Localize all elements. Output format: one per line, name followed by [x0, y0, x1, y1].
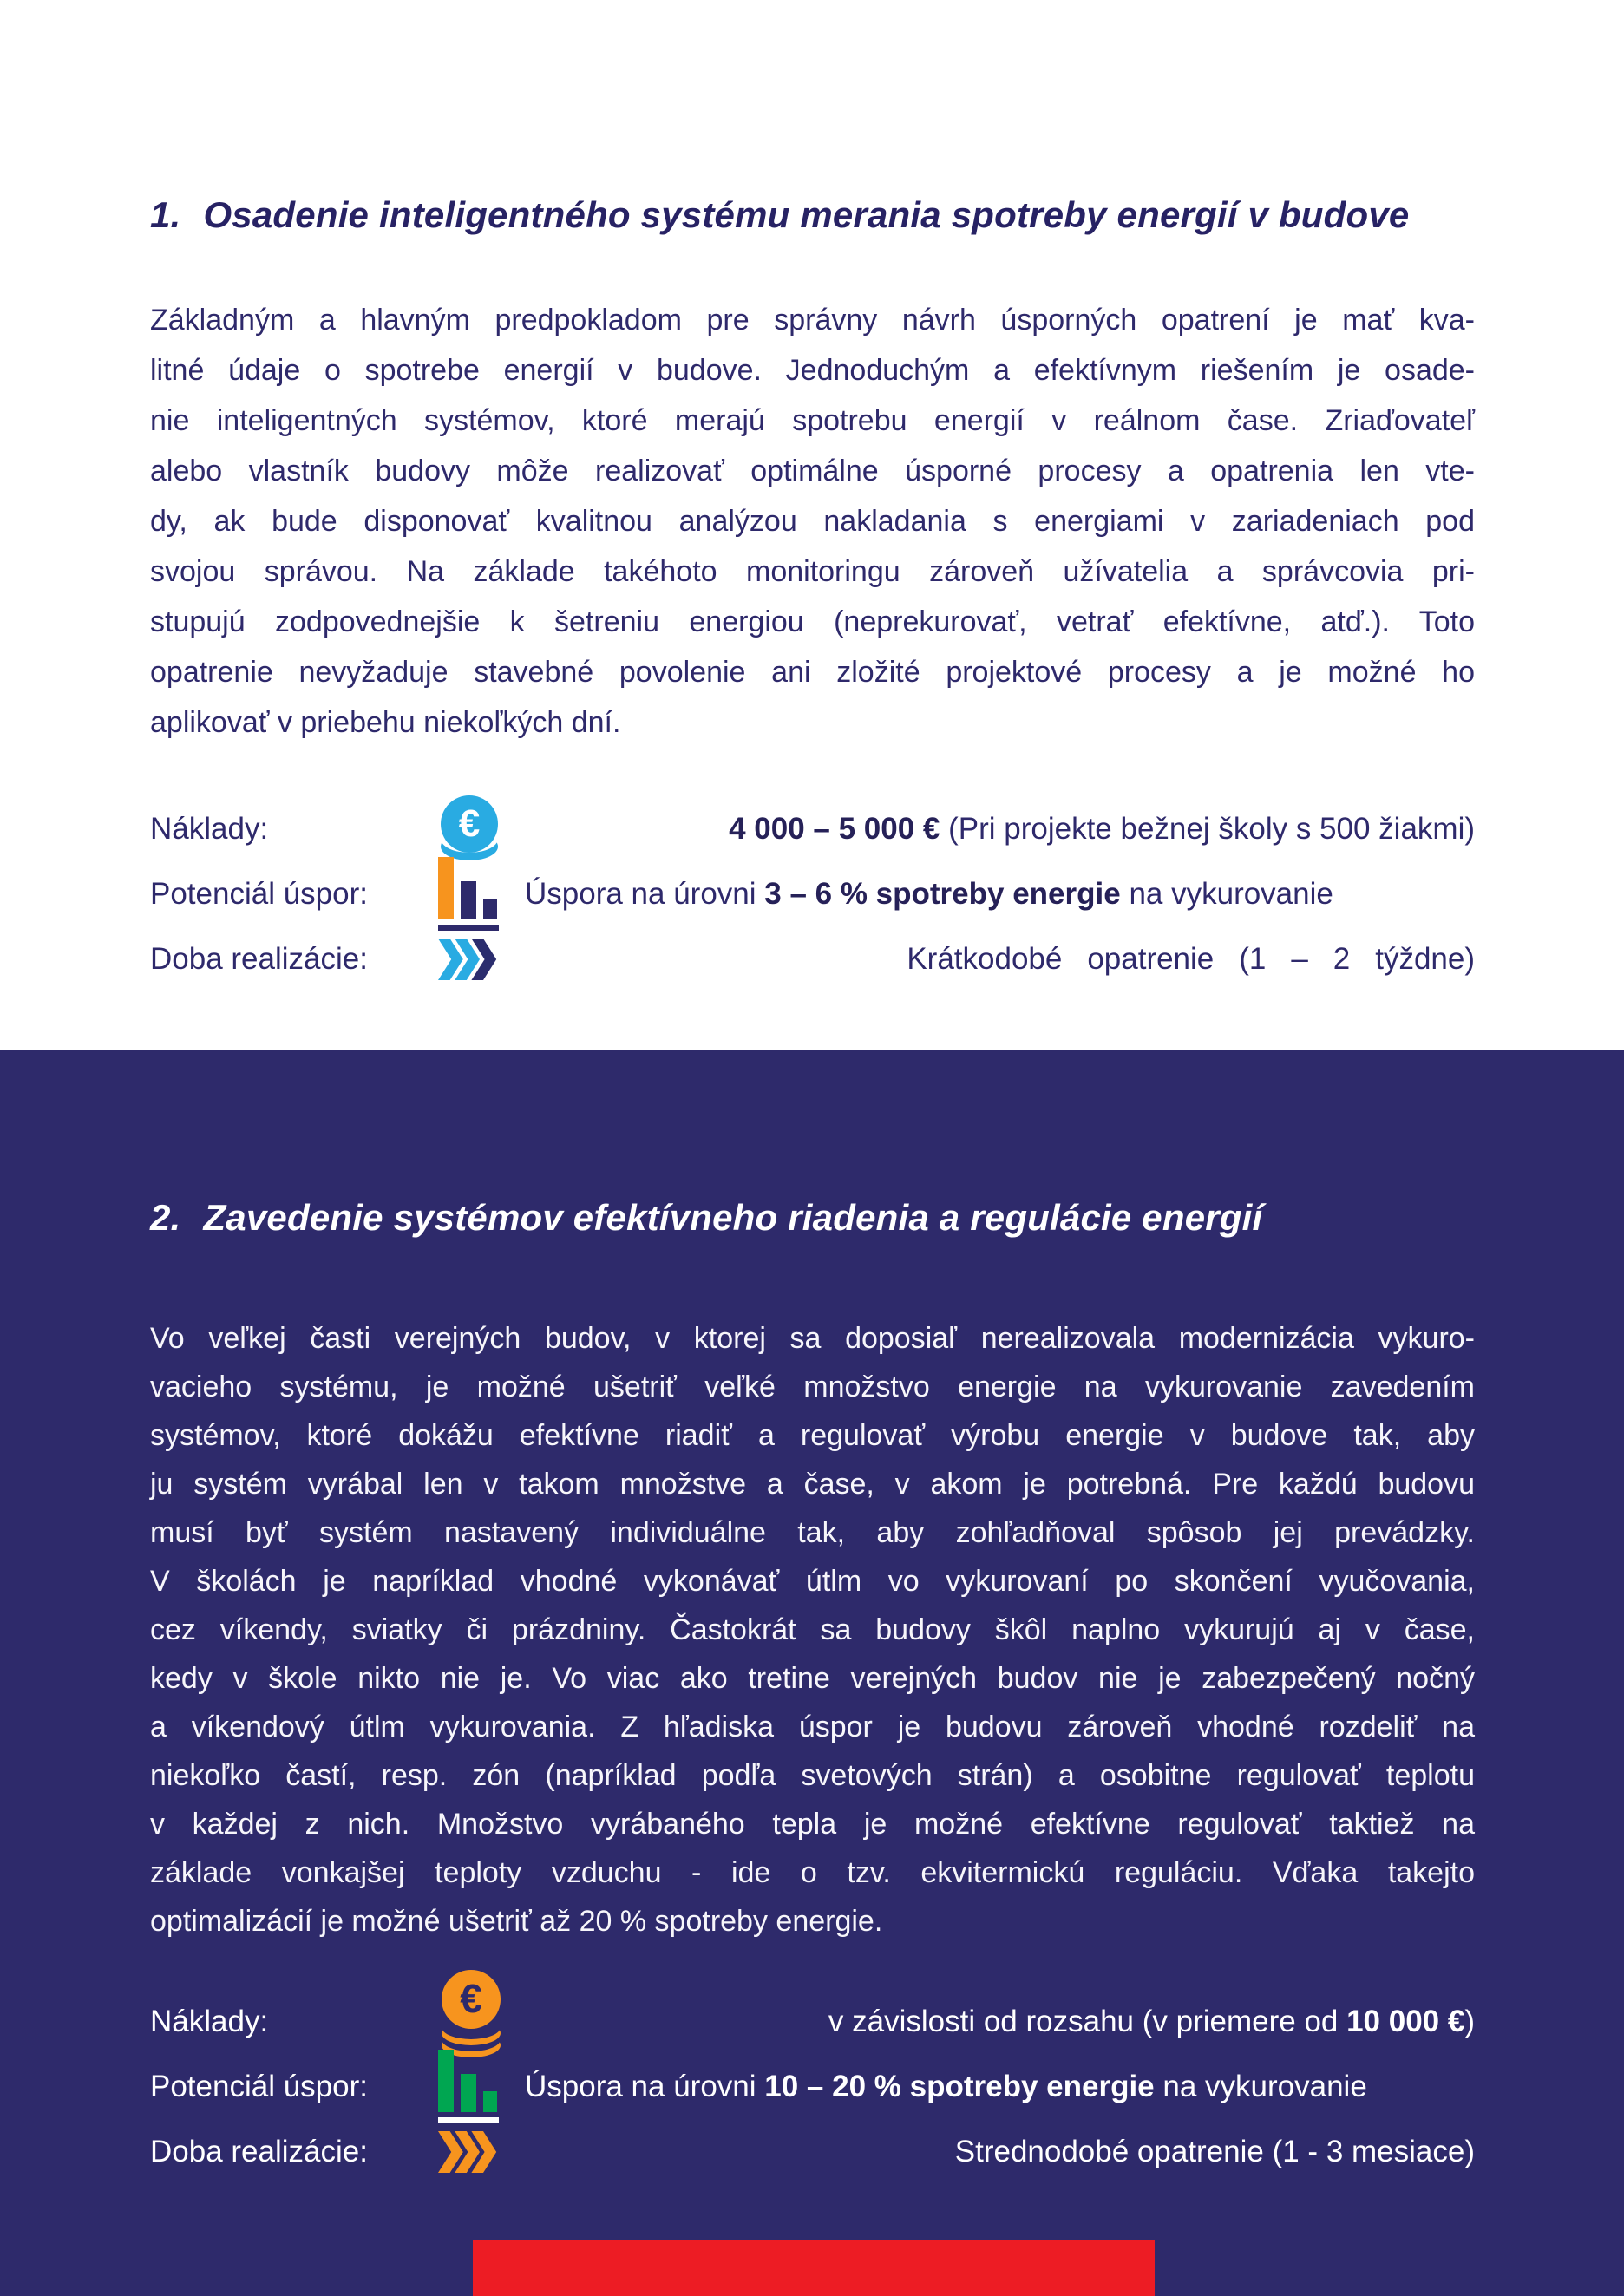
- duration-value: Strednodobé opatrenie (1 - 3 mesiace): [954, 2134, 1475, 2168]
- paragraph-line: optimalizácií je možné ušetriť až 20 % spotreby energie.: [150, 1905, 883, 1938]
- cost-value: [513, 812, 1475, 847]
- duration-row: [150, 926, 1475, 991]
- paragraph-line: základe vonkajšej teploty vzduchu - ide o tzv. ekvitermickú reguláciu. Vďaka takejto: [150, 1856, 1475, 1889]
- paragraph-line: alebo vlastník budovy môže realizovať optimálne úsporné procesy a opatrenia len vte-: [150, 455, 1475, 487]
- paragraph-line: opatrenie nevyžaduje stavebné povolenie ani zložité projektové procesy a je možné ho: [150, 656, 1475, 689]
- paragraph-line: V školách je napríklad vhodné vykonávať útlm vo vykurovaní po skončení vyučovania,: [150, 1565, 1475, 1598]
- section-1-paragraph: [150, 295, 1475, 748]
- savings-value-pre: Úspora na úrovni: [525, 876, 765, 911]
- paragraph-line: aplikovať v priebehu niekoľkých dní.: [150, 706, 621, 739]
- section-2-title: Zavedenie systémov efektívneho riadenia a regulácie energií: [203, 1197, 1263, 1238]
- cost-value-note: (Pri projekte bežnej školy s 500 žiakmi): [940, 811, 1475, 846]
- paragraph-line: musí byť systém nastavený individuálne tak, aby zohľadňoval spôsob jej prevádzky.: [150, 1516, 1475, 1549]
- cost-label: Náklady:: [150, 2004, 269, 2038]
- duration-value: Krátkodobé opatrenie (1 – 2 týždne): [907, 941, 1475, 976]
- paragraph-line: systémov, ktoré dokážu efektívne riadiť a regulovať výrobu energie v budove tak, aby: [150, 1419, 1475, 1452]
- paragraph-line: v každej z nich. Množstvo vyrábaného tepla je možné efektívne regulovať taktiež na: [150, 1808, 1475, 1841]
- euro-coin-icon: [438, 795, 513, 863]
- cost-value-amount: 4 000 – 5 000 €: [729, 811, 940, 846]
- paragraph-line: kedy v škole nikto nie je. Vo viac ako tretine verejných budov nie je zabezpečený nočný: [150, 1662, 1475, 1695]
- cost-value: [513, 2005, 1475, 2039]
- cost-row: [150, 796, 1475, 861]
- cost-label: Náklady:: [150, 811, 269, 846]
- section-1-info-rows: [150, 796, 1475, 991]
- cost-value-post: ): [1464, 2004, 1475, 2038]
- footer-red-bar: [473, 2240, 1155, 2296]
- paragraph-line: dy, ak bude disponovať kvalitnou analýzou nakladania s energiami v zariadeniach pod: [150, 505, 1475, 538]
- savings-value-amount: 10 – 20 % spotreby energie: [764, 2069, 1155, 2103]
- section-1-number: 1.: [150, 194, 181, 235]
- paragraph-line: cez víkendy, sviatky či prázdniny. Častokrát sa budovy škôl naplno vykurujú aj v čase,: [150, 1613, 1475, 1646]
- paragraph-line: nie inteligentných systémov, ktoré merajú spotrebu energií v reálnom čase. Zriaďovateľ: [150, 404, 1475, 437]
- savings-value-post: na vykurovanie: [1154, 2069, 1367, 2103]
- duration-row: [150, 2119, 1475, 2184]
- svg-text:€: €: [460, 1975, 482, 2021]
- savings-value: [513, 877, 1475, 912]
- paragraph-line: Základným a hlavným predpokladom pre správny návrh úsporných opatrení je mať kva-: [150, 304, 1475, 337]
- section-2-info-rows: [150, 1975, 1475, 2184]
- savings-value-amount: 3 – 6 % spotreby energie: [764, 876, 1121, 911]
- section-measure-2: [0, 1050, 1624, 2296]
- duration-label: Doba realizácie:: [150, 941, 368, 976]
- section-1-title: Osadenie inteligentného systému merania spotreby energií v budove: [203, 194, 1410, 235]
- paragraph-line: stupujú zodpovednejšie k šetreniu energiou (neprekurovať, vetrať efektívne, atď.). Toto: [150, 605, 1475, 638]
- triple-chevron-icon: [438, 2126, 513, 2178]
- section-2-number: 2.: [150, 1197, 181, 1238]
- section-1-heading: [150, 193, 1475, 239]
- paragraph-line: Vo veľkej časti verejných budov, v ktorej sa doposiaľ nerealizovala modernizácia vykuro-: [150, 1322, 1475, 1355]
- svg-text:€: €: [458, 801, 481, 845]
- savings-value-pre: Úspora na úrovni: [525, 2069, 765, 2103]
- paragraph-line: litné údaje o spotrebe energií v budove. Jednoduchým a efektívnym riešením je osade-: [150, 354, 1475, 387]
- paragraph-line: ju systém vyrábal len v takom množstve a čase, v akom je potrebná. Pre každú budovu: [150, 1468, 1475, 1501]
- cost-row: [150, 1975, 1475, 2054]
- savings-label: Potenciál úspor:: [150, 2069, 368, 2103]
- savings-value: [513, 2070, 1475, 2104]
- paragraph-line: niekoľko častí, resp. zón (napríklad podľa svetových strán) a osobitne regulovať teplotu: [150, 1759, 1475, 1792]
- paragraph-line: a víkendový útlm vykurovania. Z hľadiska úspor je budovu zároveň vhodné rozdeliť na: [150, 1711, 1475, 1743]
- duration-label: Doba realizácie:: [150, 2134, 368, 2168]
- paragraph-line: vacieho systému, je možné ušetriť veľké množstvo energie na vykurovanie zavedením: [150, 1370, 1475, 1403]
- savings-value-post: na vykurovanie: [1120, 876, 1333, 911]
- savings-row: [150, 2054, 1475, 2119]
- section-2-heading: [150, 1195, 1475, 1241]
- cost-value-amount: 10 000 €: [1346, 2004, 1465, 2038]
- euro-coins-stack-icon: [438, 1970, 513, 2058]
- bar-chart-icon: [438, 2050, 513, 2124]
- triple-chevron-icon: [438, 933, 513, 985]
- paragraph-line: svojou správou. Na základe takéhoto monitoringu zároveň užívatelia a správcovia pri-: [150, 555, 1475, 588]
- bar-chart-icon: [438, 857, 513, 932]
- cost-value-pre: v závislosti od rozsahu (v priemere od: [828, 2004, 1347, 2038]
- savings-row: [150, 861, 1475, 926]
- savings-label: Potenciál úspor:: [150, 876, 368, 911]
- section-measure-1: [0, 0, 1624, 1050]
- section-2-paragraph: [150, 1314, 1475, 1946]
